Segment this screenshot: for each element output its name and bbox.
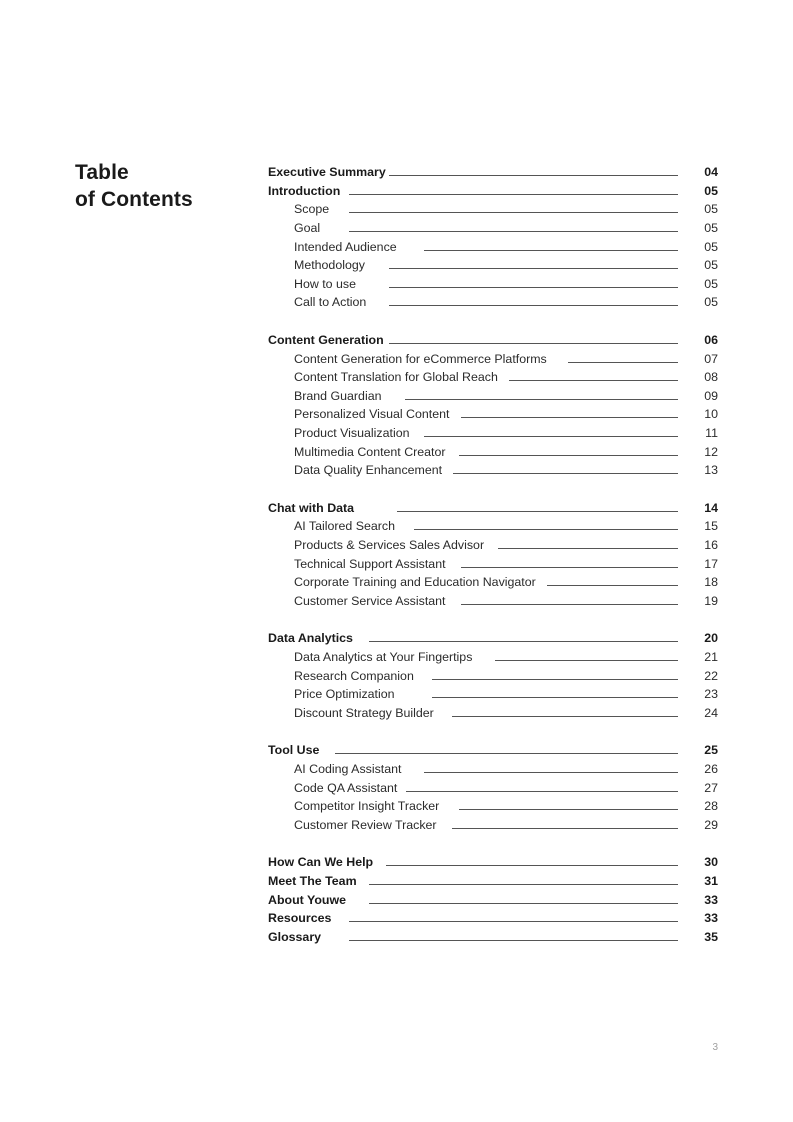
toc-entry-page-number: 31 [704,874,718,888]
toc-subsection-entry[interactable] [268,238,718,256]
toc-section-entry[interactable] [268,891,718,909]
toc-subsection-entry[interactable] [268,797,718,815]
toc-leader-line [389,268,678,269]
toc-entry-label: AI Coding Assistant [294,762,402,776]
toc-entry-page-number: 05 [704,240,718,254]
toc-entry-label: Research Companion [294,669,414,683]
toc-entry-label: How to use [294,277,356,291]
toc-leader-line [459,455,678,456]
toc-entry-page-number: 30 [704,855,718,869]
toc-entry-page-number: 11 [705,426,718,440]
toc-subsection-entry[interactable] [268,667,718,685]
toc-leader-line [369,641,678,642]
toc-subsection-entry[interactable] [268,461,718,479]
toc-leader-line [397,511,678,512]
toc-entry-page-number: 18 [704,575,718,589]
toc-section-entry[interactable] [268,182,718,200]
toc-entry-page-number: 13 [704,463,718,477]
toc-leader-line [406,791,678,792]
toc-entry-label: Meet The Team [268,874,357,888]
toc-section-entry[interactable] [268,909,718,927]
toc-entry-label: Data Analytics at Your Fingertips [294,650,473,664]
toc-entry-page-number: 05 [704,295,718,309]
toc-leader-line [389,287,678,288]
toc-entry-label: Products & Services Sales Advisor [294,538,485,552]
toc-leader-line [349,940,678,941]
toc-entry-label: Introduction [268,184,341,198]
toc-entry-page-number: 20 [704,631,718,645]
toc-heading-line-2: of Contents [75,188,193,211]
toc-section-entry[interactable] [268,331,718,349]
toc-leader-line [349,212,678,213]
toc-leader-line [461,417,678,418]
toc-entry-label: Corporate Training and Education Navigator [294,575,536,589]
toc-entry-label: Glossary [268,930,322,944]
toc-entry-label: Scope [294,202,330,216]
toc-leader-line [405,399,678,400]
toc-heading-line-1: Table [75,161,129,184]
toc-subsection-entry[interactable] [268,443,718,461]
toc-entry-page-number: 08 [704,370,718,384]
toc-entry-label: AI Tailored Search [294,519,396,533]
toc-entry-label: Code QA Assistant [294,781,398,795]
toc-section-entry[interactable] [268,928,718,946]
toc-subsection-entry[interactable] [268,760,718,778]
toc-section-entry[interactable] [268,629,718,647]
toc-leader-line [335,753,678,754]
toc-leader-line [461,567,678,568]
toc-entry-label: Content Translation for Global Reach [294,370,498,384]
toc-entry-page-number: 05 [704,202,718,216]
toc-entry-label: Call to Action [294,295,367,309]
toc-subsection-entry[interactable] [268,350,718,368]
toc-leader-line [389,343,678,344]
toc-entry-page-number: 14 [704,501,718,515]
toc-entry-label: How Can We Help [268,855,374,869]
toc-entry-page-number: 33 [704,911,718,925]
toc-leader-line [452,828,678,829]
toc-subsection-entry[interactable] [268,219,718,237]
toc-entry-label: Content Generation for eCommerce Platforms [294,352,547,366]
toc-entry-label: Data Analytics [268,631,353,645]
toc-entry-page-number: 27 [704,781,718,795]
toc-entry-label: Multimedia Content Creator [294,445,446,459]
toc-entry-label: Technical Support Assistant [294,557,446,571]
toc-entry-label: Goal [294,221,321,235]
toc-leader-line [424,772,678,773]
toc-entry-page-number: 05 [704,184,718,198]
toc-entry-page-number: 24 [704,706,718,720]
toc-leader-line [498,548,678,549]
toc-entry-page-number: 19 [704,594,718,608]
toc-subsection-entry[interactable] [268,573,718,591]
toc-leader-line [461,604,678,605]
toc-entry-page-number: 25 [704,743,718,757]
toc-entry-page-number: 23 [704,687,718,701]
toc-subsection-entry[interactable] [268,536,718,554]
toc-subsection-entry[interactable] [268,256,718,274]
toc-entry-page-number: 22 [704,669,718,683]
toc-entry-label: Resources [268,911,332,925]
toc-subsection-entry[interactable] [268,405,718,423]
toc-entry-label: About Youwe [268,893,347,907]
toc-leader-line [369,884,678,885]
toc-leader-line [495,660,678,661]
toc-leader-line [386,865,678,866]
toc-entry-page-number: 05 [704,258,718,272]
page-number: 3 [712,1042,718,1053]
toc-leader-line [459,809,678,810]
toc-leader-line [414,529,678,530]
toc-leader-line [349,231,678,232]
toc-subsection-entry[interactable] [268,293,718,311]
toc-subsection-entry[interactable] [268,517,718,535]
toc-entry-page-number: 29 [704,818,718,832]
toc-leader-line [568,362,678,363]
toc-leader-line [453,473,678,474]
toc-section-entry[interactable] [268,499,718,517]
toc-entry-page-number: 05 [704,277,718,291]
toc-section-entry[interactable] [268,741,718,759]
toc-entry-label: Customer Service Assistant [294,594,446,608]
toc-entry-label: Product Visualization [294,426,410,440]
toc-entry-label: Methodology [294,258,365,272]
toc-entry-page-number: 10 [704,407,718,421]
toc-leader-line [349,921,678,922]
toc-entry-page-number: 21 [704,650,718,664]
toc-leader-line [452,716,678,717]
toc-entry-label: Intended Audience [294,240,397,254]
toc-entry-label: Data Quality Enhancement [294,463,443,477]
toc-entry-page-number: 07 [704,352,718,366]
toc-entry-page-number: 09 [704,389,718,403]
toc-entry-label: Content Generation [268,333,384,347]
toc-leader-line [424,250,678,251]
toc-subsection-entry[interactable] [268,368,718,386]
toc-entry-label: Tool Use [268,743,320,757]
toc-subsection-entry[interactable] [268,648,718,666]
toc-leader-line [432,679,678,680]
toc-entry-page-number: 16 [704,538,718,552]
toc-entry-page-number: 12 [704,445,718,459]
toc-subsection-entry[interactable] [268,424,718,442]
toc-section-entry[interactable] [268,872,718,890]
toc-subsection-entry[interactable] [268,704,718,722]
toc-entry-page-number: 35 [704,930,718,944]
toc-leader-line [349,194,678,195]
toc-subsection-entry[interactable] [268,387,718,405]
toc-entry-page-number: 04 [704,165,718,179]
toc-heading [75,159,193,213]
toc-entry-page-number: 17 [704,557,718,571]
toc-entry-page-number: 28 [704,799,718,813]
toc-entry-page-number: 26 [704,762,718,776]
toc-leader-line [432,697,678,698]
toc-leader-line [389,305,678,306]
toc-leader-line [389,175,678,176]
toc-entry-label: Executive Summary [268,165,386,179]
toc-subsection-entry[interactable] [268,816,718,834]
toc-subsection-entry[interactable] [268,275,718,293]
toc-entry-page-number: 15 [704,519,718,533]
toc-subsection-entry[interactable] [268,555,718,573]
toc-leader-line [369,903,678,904]
toc-entry-label: Price Optimization [294,687,395,701]
toc-entry-page-number: 06 [704,333,718,347]
toc-entry-page-number: 33 [704,893,718,907]
toc-entry-label: Competitor Insight Tracker [294,799,440,813]
toc-leader-line [424,436,678,437]
toc-subsection-entry[interactable] [268,592,718,610]
toc-leader-line [547,585,678,586]
toc-entry-label: Customer Review Tracker [294,818,437,832]
toc-section-entry[interactable] [268,853,718,871]
toc-entry-label: Personalized Visual Content [294,407,450,421]
toc-entry-page-number: 05 [704,221,718,235]
toc-leader-line [509,380,678,381]
toc-section-entry[interactable] [268,163,718,181]
toc-entry-label: Chat with Data [268,501,355,515]
toc-entry-label: Discount Strategy Builder [294,706,434,720]
toc-entry-label: Brand Guardian [294,389,382,403]
toc-subsection-entry[interactable] [268,685,718,703]
toc-subsection-entry[interactable] [268,779,718,797]
toc-subsection-entry[interactable] [268,200,718,218]
